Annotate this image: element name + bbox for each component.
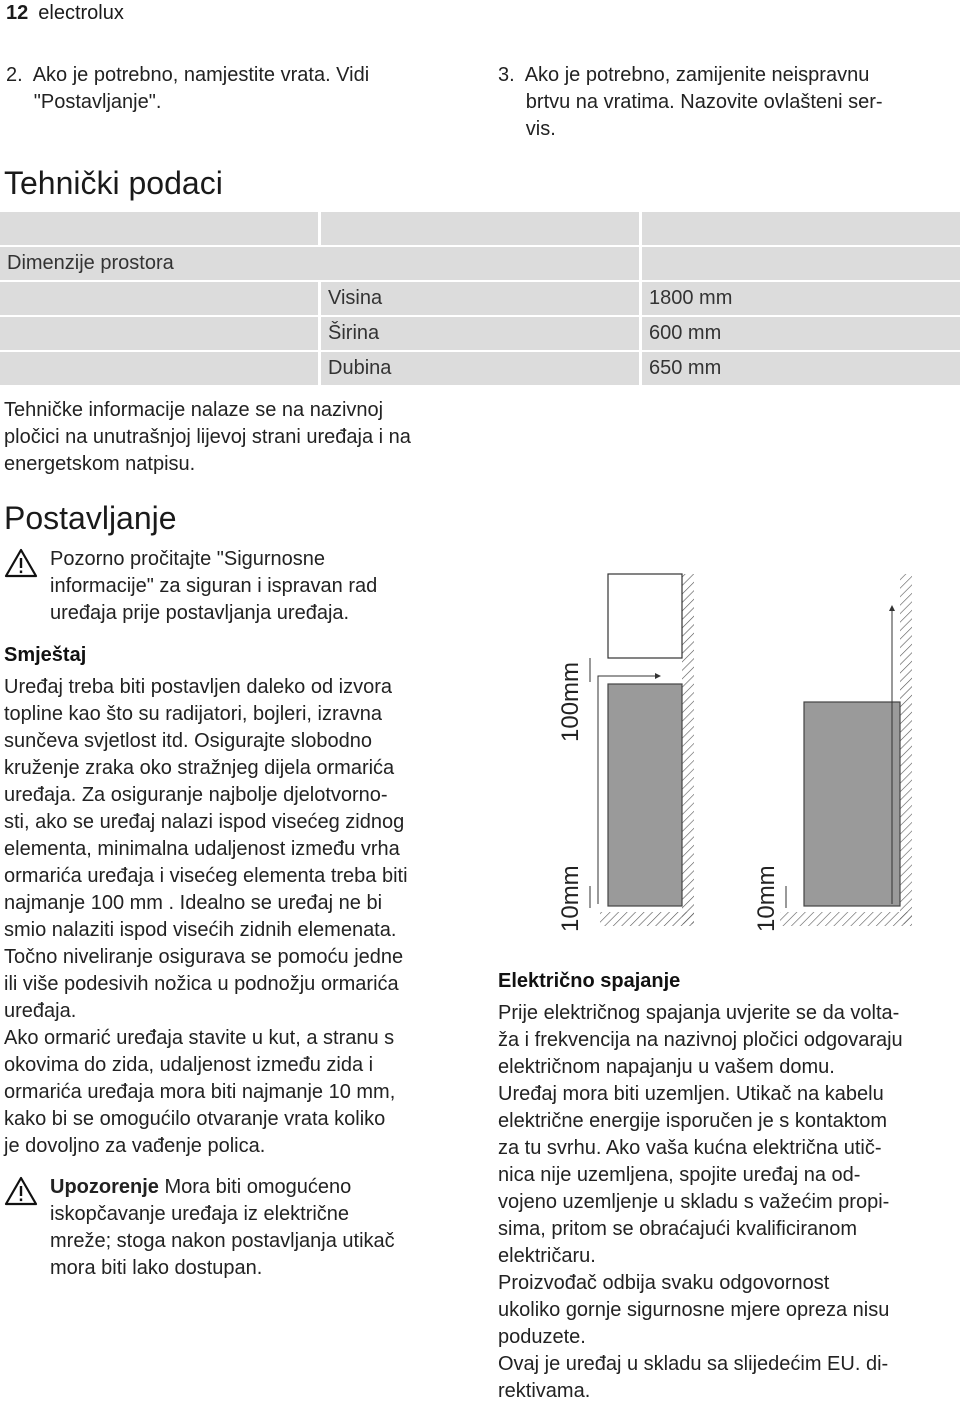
appliance-right — [804, 702, 900, 906]
placement-line: sunčeva svjetlost itd. Osigurajte slobodno — [4, 730, 372, 752]
warning-icon — [4, 548, 38, 578]
right-wall — [900, 574, 912, 924]
disconnect-warning: Upozorenje Mora biti omogućeno iskopčavanje uređaja iz električne mreže; stoga nakon postavljanja utikač mora biti lako dostupan. — [4, 1174, 474, 1284]
page-number: 12 — [6, 2, 29, 24]
electrical-line: Prije električnog spajanja uvjerite se da volta- — [498, 1002, 900, 1024]
electrical-line: vojeno uzemljenje u skladu s važećim propi- — [498, 1191, 890, 1213]
placement-line: Ako ormarić uređaja stavite u kut, a stranu s — [4, 1027, 395, 1049]
brand-name: electrolux — [38, 2, 124, 24]
placement-line: okovima do zida, udaljenost između zida i — [4, 1054, 374, 1076]
safety-warning: Pozorno pročitajte "Sigurnosne informacije" za siguran i ispravan rad uređaja prije postavljanja uređaja. — [4, 546, 474, 630]
electrical-text — [498, 1000, 958, 1405]
width-label: Širina — [321, 317, 639, 350]
electrical-line: ukoliko gornje sigurnosne mjere opreza nisu — [498, 1299, 890, 1321]
placement-line: najmanje 100 mm . Idealno se uređaj ne bi — [4, 892, 383, 914]
electrical-line: za tu svrhu. Ako vaša kućna električna utič- — [498, 1137, 882, 1159]
label-100mm: 100mm — [557, 661, 584, 742]
placement-line: ili više podesivih nožica u podnožju ormarića — [4, 973, 399, 995]
left-floor — [600, 912, 694, 926]
electrical-line: električne energije isporučen je s kontaktom — [498, 1110, 888, 1132]
electrical-line: Ovaj je uređaj u skladu sa slijedećim EU. di- — [498, 1353, 889, 1375]
placement-text — [4, 674, 484, 1160]
dimension-label: Dimenzije prostora — [0, 247, 639, 280]
page-header — [6, 0, 124, 26]
placement-line: uređaja. — [4, 1000, 77, 1022]
label-10mm-right: 10mm — [753, 865, 780, 932]
install-title: Postavljanje — [4, 500, 177, 536]
clearance-diagram — [540, 566, 960, 946]
table-row — [0, 247, 960, 280]
placement-line: je dovoljno za vađenje polica. — [4, 1135, 266, 1157]
placement-line: elementa, minimalna udaljenost između vrha — [4, 838, 400, 860]
table-row — [0, 317, 960, 350]
placement-line: topline kao što su radijatori, bojleri, izravna — [4, 703, 382, 725]
electrical-line: nica nije uzemljena, spojite uređaj na od- — [498, 1164, 861, 1186]
placement-line: Uređaj treba biti postavljen daleko od izvora — [4, 676, 392, 698]
step-2: 2. Ako je potrebno, namjestite vrata. Vidi "Postavljanje". — [6, 64, 370, 113]
warning-bold-label: Upozorenje — [50, 1176, 159, 1198]
table-row — [0, 352, 960, 385]
tech-data-title: Tehnički podaci — [4, 165, 223, 201]
step-3: 3. Ako je potrebno, zamijenite neispravnu brtvu na vratima. Nazovite ovlašteni ser- vis. — [498, 64, 883, 140]
placement-line: kako bi se omogućilo otvaranje vrata koliko — [4, 1108, 386, 1130]
wall-cabinet — [608, 574, 682, 658]
left-wall — [682, 574, 694, 924]
warning-icon — [4, 1176, 38, 1206]
electrical-line: rektivama. — [498, 1380, 591, 1402]
width-value: 600 mm — [642, 317, 960, 350]
appliance-left — [608, 684, 682, 906]
height-value: 1800 mm — [642, 282, 960, 315]
placement-line: kruženje zraka oko stražnjeg dijela ormarića — [4, 757, 395, 779]
electrical-title: Električno spajanje — [498, 970, 681, 992]
height-label: Visina — [321, 282, 639, 315]
electrical-line: sima, pritom se obraćajući kvalificiranom — [498, 1218, 858, 1240]
electrical-line: poduzete. — [498, 1326, 586, 1348]
right-floor — [780, 912, 912, 926]
placement-title: Smještaj — [4, 644, 87, 666]
tech-info-text: Tehničke informacije nalaze se na nazivnoj pločici na unutrašnjoj lijevoj strani uređaja i na energetskom natpisu. — [4, 399, 411, 475]
placement-line: smio nalaziti ispod visećih zidnih elemenata. — [4, 919, 397, 941]
electrical-line: električaru. — [498, 1245, 596, 1267]
electrical-line: ža i frekvencija na nazivnoj pločici odgovaraju — [498, 1029, 903, 1051]
depth-value: 650 mm — [642, 352, 960, 385]
depth-label: Dubina — [321, 352, 639, 385]
electrical-line: Uređaj mora biti uzemljen. Utikač na kabelu — [498, 1083, 884, 1105]
electrical-line: električnom napajanju u vašem domu. — [498, 1056, 835, 1078]
table-row — [0, 282, 960, 315]
placement-line: uređaja. Za osiguranje najbolje djelotvorno- — [4, 784, 388, 806]
table-header-row — [0, 212, 960, 245]
placement-line: Točno niveliranje osigurava se pomoću jedne — [4, 946, 404, 968]
electrical-line: Proizvođač odbija svaku odgovornost — [498, 1272, 830, 1294]
placement-line: sti, ako se uređaj nalazi ispod visećeg zidnog — [4, 811, 405, 833]
placement-line: ormarića uređaja mora biti najmanje 10 mm, — [4, 1081, 396, 1103]
tech-data-table — [0, 212, 960, 387]
placement-line: ormarića uređaja i visećeg elementa treba biti — [4, 865, 408, 887]
label-10mm-left: 10mm — [557, 865, 584, 932]
